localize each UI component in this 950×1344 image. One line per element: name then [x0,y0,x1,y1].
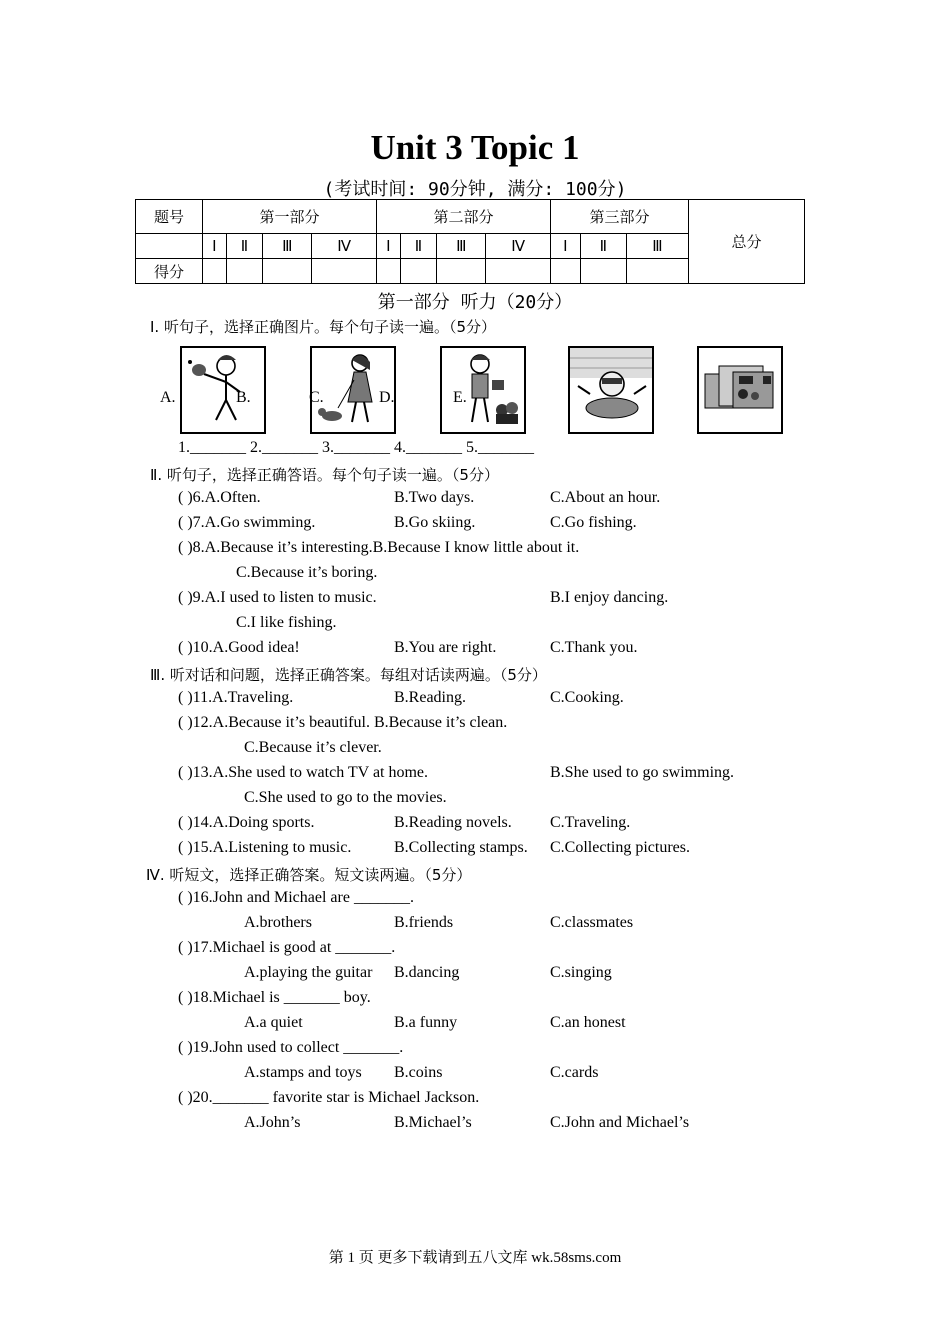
option-b: B.Michael’s [394,1114,472,1131]
option-c: B.I enjoy dancing. [550,589,669,606]
option-c: C.classmates [550,914,634,931]
question-line: ( )14.A.Doing sports. [178,814,315,831]
option-a: A.a quiet [244,1014,303,1031]
score-cell[interactable] [312,259,377,284]
score-table-subheader: Ⅲ [437,234,486,259]
score-cell[interactable] [580,259,626,284]
option-c: C.singing [550,964,612,981]
score-table-subheader: Ⅳ [486,234,551,259]
score-table-subheader: Ⅰ [377,234,401,259]
question-line: ( )18.Michael is _______ boy. [178,989,371,1006]
option-line: C.Because it’s boring. [236,564,378,581]
option-c: C.About an hour. [550,489,661,506]
option-b: B.coins [394,1064,443,1081]
question-line: ( )16.John and Michael are _______. [178,889,414,906]
question-line: ( )15.A.Listening to music. [178,839,352,856]
question-line: ( )12.A.Because it’s beautiful. B.Because it’s clean. [178,714,508,731]
option-c: C.Thank you. [550,639,638,656]
question-line: ( )19.John used to collect _______. [178,1039,404,1056]
option-c: C.Collecting pictures. [550,839,690,856]
score-cell[interactable] [400,259,436,284]
part1-heading: 第一部分 听力（20分） [377,292,573,313]
picture-label: C. [309,389,324,406]
score-table-header-cell: 题号 [136,200,203,234]
option-b: B.Two days. [394,489,475,506]
option-c: C.Traveling. [550,814,631,831]
score-table-spacer [136,234,203,259]
option-c: C.Cooking. [550,689,624,706]
option-line: C.Because it’s clever. [244,739,382,756]
picture-label: E. [453,389,467,406]
option-c: C.John and Michael’s [550,1114,690,1131]
question-line: ( )10.A.Good idea! [178,639,300,656]
option-b: B.a funny [394,1014,458,1031]
option-line: C.I like fishing. [236,614,337,631]
option-c: C.an honest [550,1014,626,1031]
question-line: ( )8.A.Because it’s interesting.B.Because I know little about it. [178,539,580,556]
score-table-header-cell: 第三部分 [551,200,689,234]
option-b: B.Reading. [394,689,466,706]
question-line: ( )13.A.She used to watch TV at home. [178,764,429,781]
page-footer: 第 1 页 更多下载请到五八文库 wk.58sms.com [328,1250,622,1266]
picture-label: B. [236,389,251,406]
question-line: ( )6.A.Often. [178,489,261,506]
option-b: B.friends [394,914,454,931]
score-cell[interactable] [626,259,688,284]
option-c: C.Go fishing. [550,514,637,531]
score-cell[interactable] [226,259,262,284]
score-table-subheader: Ⅲ [263,234,312,259]
option-a: A.brothers [244,914,312,931]
score-table-subheader: Ⅱ [580,234,626,259]
score-table-header-cell: 总分 [689,200,805,284]
page-title: Unit 3 Topic 1 [370,128,580,167]
picture-label: D. [379,389,395,406]
score-table-header-cell: 第二部分 [377,200,551,234]
score-table-subheader: Ⅲ [626,234,688,259]
score-cell[interactable] [377,259,401,284]
option-a: A.John’s [244,1114,301,1131]
option-a: A.playing the guitar [244,964,373,981]
option-c: B.She used to go swimming. [550,764,735,781]
answer-blanks[interactable]: 1._______ 2._______ 3._______ 4._______ 5._______ [178,439,534,456]
exam-info: (考试时间: 90分钟, 满分: 100分) [323,179,627,200]
option-c: C.cards [550,1064,599,1081]
score-cell[interactable] [263,259,312,284]
option-b: B.You are right. [394,639,497,656]
score-table-subheader: Ⅱ [400,234,436,259]
section1-heading: Ⅰ. 听句子，选择正确图片。每个句子读一遍。（5分） [150,318,497,336]
score-cell[interactable] [437,259,486,284]
option-b: B.dancing [394,964,460,981]
picture-label: A. [160,389,176,406]
boy-ping-pong-picture [180,346,266,434]
option-line: C.She used to go to the movies. [244,789,447,806]
option-a: A.stamps and toys [244,1064,362,1081]
score-table-subheader: Ⅳ [312,234,377,259]
score-table-header-cell: 第一部分 [203,200,377,234]
option-b: B.Reading novels. [394,814,512,831]
score-cell[interactable] [486,259,551,284]
option-b: B.Go skiing. [394,514,476,531]
score-table-subheader: Ⅰ [203,234,227,259]
score-table-subheader: Ⅱ [226,234,262,259]
stamps-collection-picture [697,346,783,434]
section2-heading: Ⅱ. 听句子，选择正确答语。每个句子读一遍。（5分） [150,466,499,484]
question-line: ( )11.A.Traveling. [178,689,294,706]
score-table [135,199,805,284]
question-line: ( )20._______ favorite star is Michael Jackson. [178,1089,480,1106]
section4-heading: Ⅳ. 听短文，选择正确答案。短文读两遍。（5分） [146,866,472,884]
score-cell[interactable] [203,259,227,284]
section3-heading: Ⅲ. 听对话和问题，选择正确答案。每组对话读两遍。（5分） [150,666,547,684]
score-table-subheader: Ⅰ [551,234,581,259]
score-row-label: 得分 [136,259,203,284]
option-b: B.Collecting stamps. [394,839,528,856]
question-line: ( )7.A.Go swimming. [178,514,316,531]
girl-swimming-picture [568,346,654,434]
question-line: ( )17.Michael is good at _______. [178,939,396,956]
score-cell[interactable] [551,259,581,284]
question-line: ( )9.A.I used to listen to music. [178,589,377,606]
